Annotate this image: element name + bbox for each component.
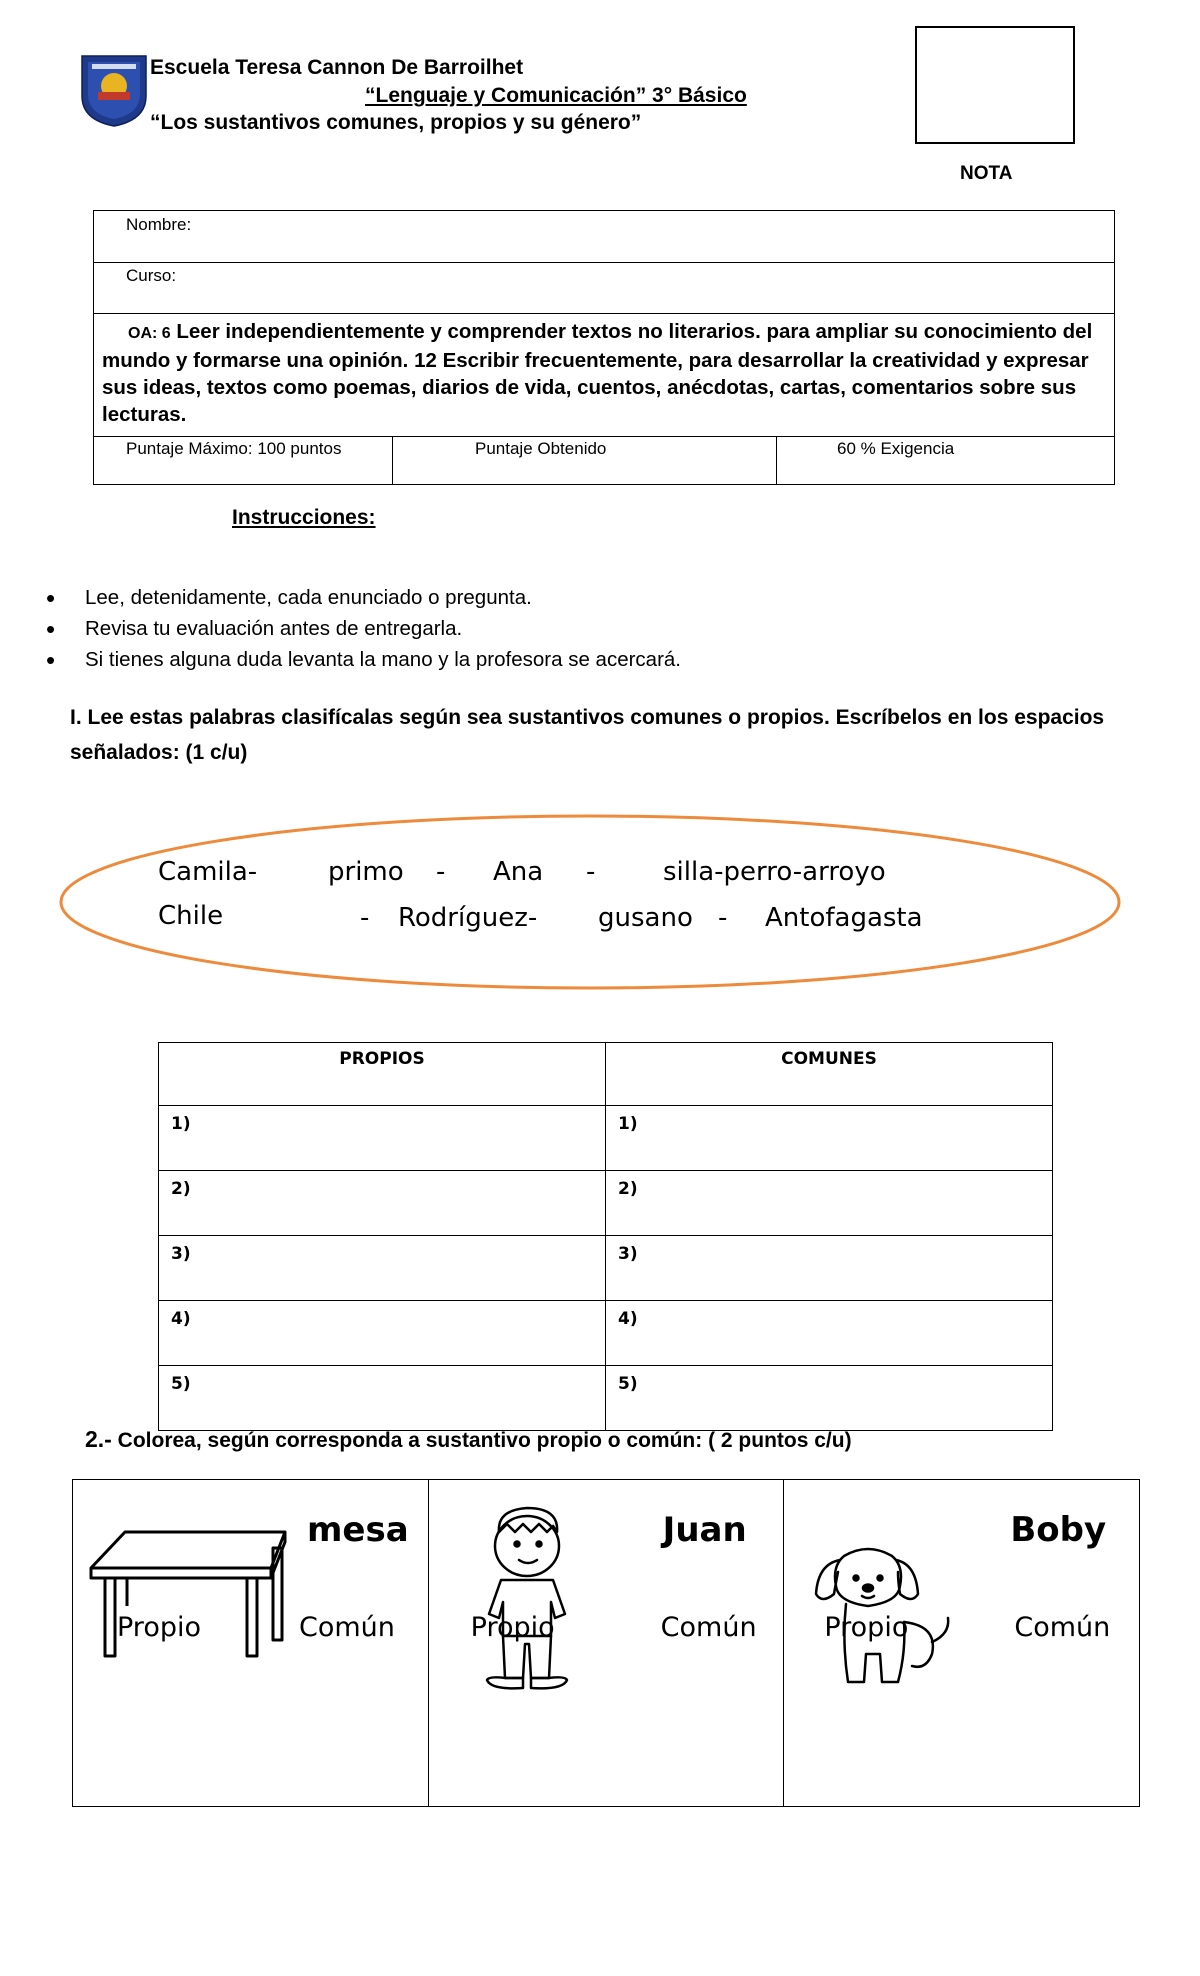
question-1-prompt: I. Lee estas palabras clasifícalas según sea sustantivos comunes o propios. Escríbelos en los espacios señalados: (1 c/u) [70,706,1105,764]
topic-title: “Los sustantivos comunes, propios y su género” [150,111,642,134]
oa-prefix: OA: 6 [128,325,171,342]
learning-objective [94,314,1114,437]
word-separator: - [436,857,446,887]
boy-drawing-icon [467,1502,587,1702]
max-score: Puntaje Máximo: 100 puntos [94,437,393,484]
column-header-propios: PROPIOS [159,1043,606,1106]
classification-table [158,1042,1053,1431]
word-separator: - [718,903,728,933]
option-propio[interactable]: Propio [470,1612,555,1643]
word-separator: - [360,903,370,933]
answer-cell[interactable]: 1) [606,1106,1053,1171]
grade-box[interactable] [915,26,1075,144]
name-label: Nombre: [126,215,192,234]
answer-cell[interactable]: 3) [606,1236,1053,1301]
answer-cell[interactable]: 2) [606,1171,1053,1236]
answer-cell[interactable]: 5) [606,1366,1053,1431]
instruction-item: • Si tienes alguna duda levanta la mano y la profesora se acercará. [40,648,681,679]
question-2-number: 2.- [85,1426,112,1452]
table-row [159,1236,1053,1301]
option-comun[interactable]: Común [299,1612,395,1643]
word: Antofagasta [765,903,923,933]
word: Chile [158,901,224,931]
coloring-cell-juan [429,1480,785,1806]
answer-cell[interactable]: 4) [606,1301,1053,1366]
column-header-comunes: COMUNES [606,1043,1053,1106]
item-word: Juan [662,1510,747,1550]
answer-cell[interactable]: 1) [159,1106,606,1171]
instructions-title: Instrucciones: [232,506,376,529]
name-field[interactable] [94,211,1114,263]
course-field[interactable] [94,263,1114,314]
answer-cell[interactable]: 4) [159,1301,606,1366]
requirement: 60 % Exigencia [837,439,955,458]
school-name: Escuela Teresa Cannon De Barroilhet [150,56,524,79]
item-word: mesa [307,1510,409,1550]
item-word: Boby [1010,1510,1107,1550]
obtained-score[interactable]: Puntaje Obtenido [393,437,777,484]
course-label: Curso: [126,266,177,285]
subject-title: “Lenguaje y Comunicación” 3° Básico [365,84,747,107]
word: silla-perro-arroyo [663,857,886,887]
school-crest-icon [78,52,150,128]
answer-cell[interactable]: 2) [159,1171,606,1236]
student-info-table [93,210,1115,485]
score-row [94,437,1114,484]
question-2-prompt [85,1426,852,1453]
option-propio[interactable]: Propio [117,1612,201,1643]
coloring-grid [72,1479,1140,1807]
answer-cell[interactable]: 3) [159,1236,606,1301]
word: primo [328,857,404,887]
word: Camila- [158,857,258,887]
table-row [159,1106,1053,1171]
option-comun[interactable]: Común [1014,1612,1111,1643]
instruction-item: • Revisa tu evaluación antes de entregarla. [40,617,681,648]
word: gusano [598,903,693,933]
question-2-text: Colorea, según corresponda a sustantivo propio o común: ( 2 puntos c/u) [111,1429,852,1452]
table-row [159,1301,1053,1366]
word: Rodríguez- [398,903,538,933]
answer-cell[interactable]: 5) [159,1366,606,1431]
option-propio[interactable]: Propio [824,1612,909,1643]
oa-text: Leer independientemente y comprender textos no literarios. para ampliar su conocimiento del mundo y formarse una opinión. 12 Escribir frecuentemente, para desarrollar la creatividad y expresar sus ideas, textos como poemas, diarios de vida, cuentos, anécdotas, cartas, comentarios sobre sus lecturas. [102,320,1093,426]
word: Ana [493,857,544,887]
instruction-item: • Lee, detenidamente, cada enunciado o pregunta. [40,586,681,617]
grade-label: NOTA [960,163,1013,184]
coloring-cell-boby [784,1480,1139,1806]
word-bank [58,813,1122,991]
option-comun[interactable]: Común [660,1612,757,1643]
word-separator: - [586,857,596,887]
coloring-cell-mesa [73,1480,429,1806]
table-row [159,1171,1053,1236]
instructions-list [40,586,681,679]
table-row [159,1366,1053,1431]
